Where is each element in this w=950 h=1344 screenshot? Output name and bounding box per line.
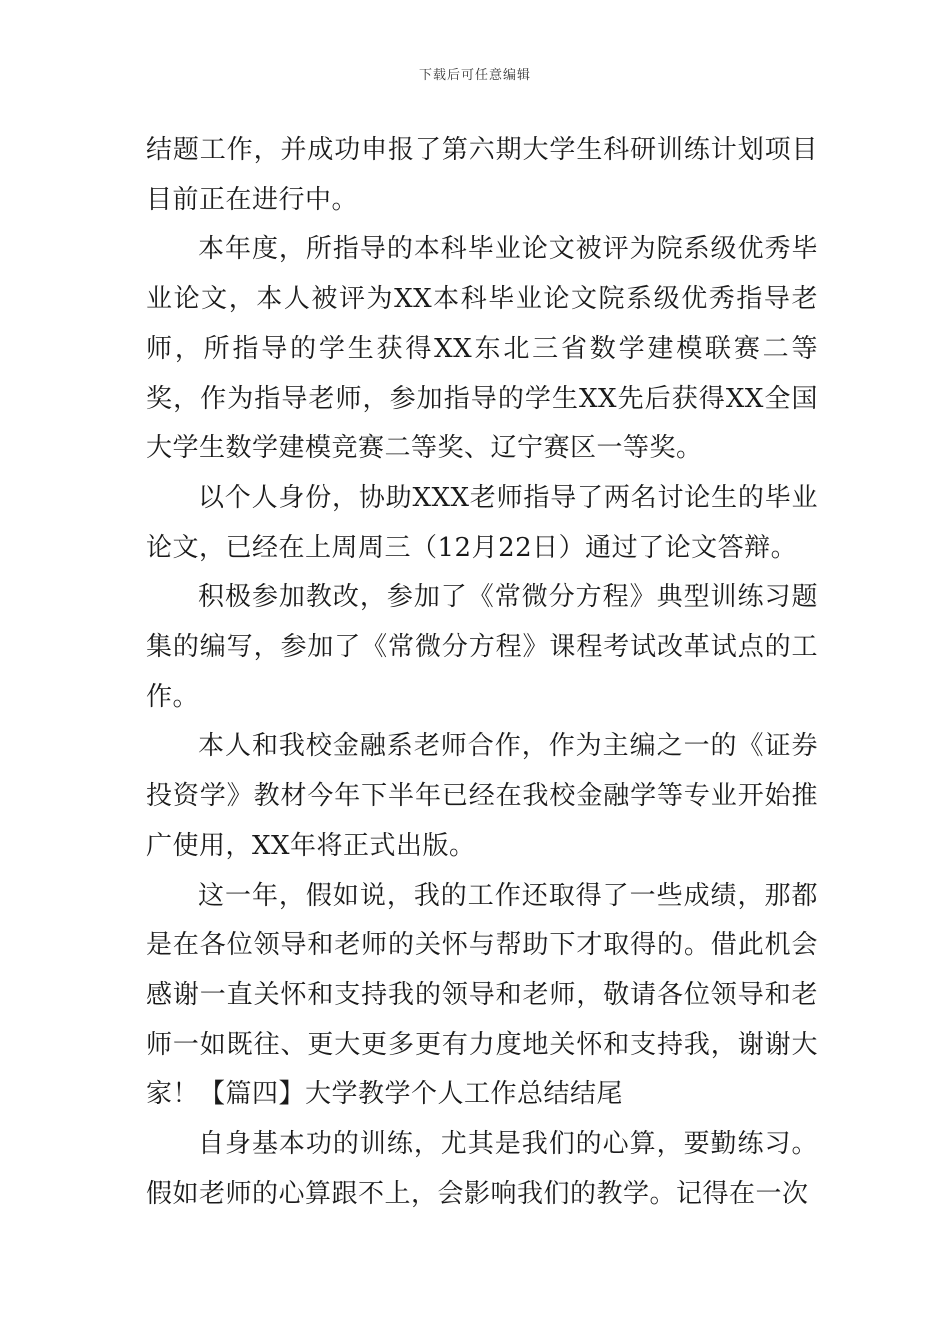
paragraph-1: 结题工作，并成功申报了第六期大学生科研训练计划项目目前正在进行中。 [146, 135, 818, 215]
document-body [146, 126, 818, 1219]
paragraph-6: 这一年，假如说，我的工作还取得了一些成绩，那都是在各位领导和老师的关怀与帮助下才取得的。借此机会感谢一直关怀和支持我的领导和老师，敬请各位领导和老师一如既往、更大更多更有力度地关怀和支持我，谢谢大家！【篇四】大学教学个人工作总结结尾 [146, 880, 818, 1110]
paragraph-5: 本人和我校金融系老师合作，作为主编之一的《证券投资学》教材今年下半年已经在我校金融学等专业开始推广使用，XX年将正式出版。 [146, 731, 818, 861]
paragraph-7: 自身基本功的训练，尤其是我们的心算，要勤练习。假如老师的心算跟不上，会影响我们的教学。记得在一次 [146, 1129, 818, 1209]
paragraph-2: 本年度，所指导的本科毕业论文被评为院系级优秀毕业论文，本人被评为XX本科毕业论文院系级优秀指导老师，所指导的学生获得XX东北三省数学建模联赛二等奖，作为指导老师，参加指导的学生XX先后获得XX全国大学生数学建模竞赛二等奖、辽宁赛区一等奖。 [146, 234, 818, 464]
page-header-note: 下载后可任意编辑 [418, 68, 531, 83]
paragraph-4: 积极参加教改，参加了《常微分方程》典型训练习题集的编写，参加了《常微分方程》课程考试改革试点的工作。 [146, 582, 818, 712]
paragraph-3: 以个人身份，协助XXX老师指导了两名讨论生的毕业论文，已经在上周周三（12月22日）通过了论文答辩。 [146, 482, 818, 563]
